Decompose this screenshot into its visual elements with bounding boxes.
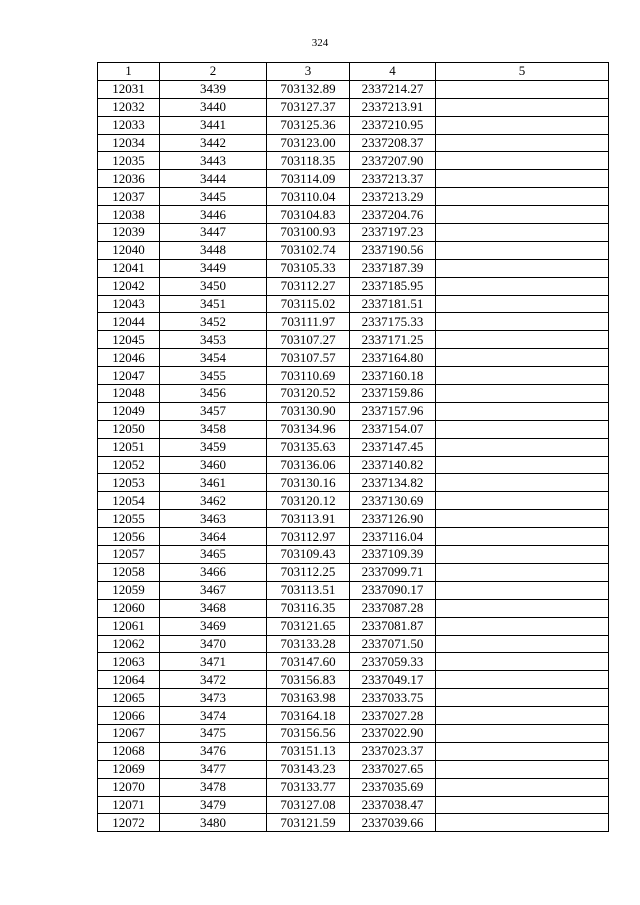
table-cell: 12045 <box>98 331 160 349</box>
table-row <box>98 456 609 474</box>
table-cell: 703110.69 <box>267 367 350 385</box>
table-row <box>98 546 609 564</box>
table-cell <box>436 152 609 170</box>
table-cell: 2337087.28 <box>350 599 436 617</box>
table-cell <box>436 456 609 474</box>
page-number: 324 <box>311 37 329 49</box>
table-cell: 2337081.87 <box>350 617 436 635</box>
table-cell: 2337213.37 <box>350 170 436 188</box>
table-cell <box>436 277 609 295</box>
table-row <box>98 349 609 367</box>
table-cell <box>436 707 609 725</box>
table-row <box>98 724 609 742</box>
table-row <box>98 528 609 546</box>
table-cell: 703116.35 <box>267 599 350 617</box>
table-cell: 3471 <box>160 653 267 671</box>
table-cell: 703110.04 <box>267 188 350 206</box>
table-cell: 703125.36 <box>267 116 350 134</box>
table-cell: 12051 <box>98 438 160 456</box>
table-cell <box>436 170 609 188</box>
table-cell: 3454 <box>160 349 267 367</box>
table-cell: 12044 <box>98 313 160 331</box>
table-cell: 3472 <box>160 671 267 689</box>
table-cell: 3464 <box>160 528 267 546</box>
table-row <box>98 367 609 385</box>
table-cell <box>436 492 609 510</box>
table-cell: 703115.02 <box>267 295 350 313</box>
table-cell: 3445 <box>160 188 267 206</box>
table-cell: 2337213.29 <box>350 188 436 206</box>
table-cell: 2337099.71 <box>350 563 436 581</box>
table-cell <box>436 367 609 385</box>
table-cell: 703156.83 <box>267 671 350 689</box>
table-cell: 3446 <box>160 206 267 224</box>
table-cell: 12070 <box>98 778 160 796</box>
table-row <box>98 778 609 796</box>
table-row <box>98 492 609 510</box>
table-cell: 2337134.82 <box>350 474 436 492</box>
table-cell: 703130.90 <box>267 402 350 420</box>
table-cell: 12068 <box>98 742 160 760</box>
table-cell: 12067 <box>98 724 160 742</box>
table-cell: 2337035.69 <box>350 778 436 796</box>
table-row <box>98 814 609 832</box>
table-cell: 12038 <box>98 206 160 224</box>
table-cell <box>436 671 609 689</box>
table-cell <box>436 724 609 742</box>
table-cell <box>436 134 609 152</box>
table-cell <box>436 295 609 313</box>
table-cell: 703135.63 <box>267 438 350 456</box>
column-header: 2 <box>160 63 267 81</box>
table-cell <box>436 116 609 134</box>
table-cell: 2337109.39 <box>350 546 436 564</box>
table-cell: 12036 <box>98 170 160 188</box>
column-header: 4 <box>350 63 436 81</box>
table-cell: 703112.97 <box>267 528 350 546</box>
table-cell: 703120.12 <box>267 492 350 510</box>
coordinates-table <box>97 62 609 832</box>
table-cell: 2337147.45 <box>350 438 436 456</box>
table-cell: 703147.60 <box>267 653 350 671</box>
table-cell <box>436 742 609 760</box>
table-cell: 12059 <box>98 581 160 599</box>
table-cell <box>436 814 609 832</box>
table-cell: 3448 <box>160 241 267 259</box>
table-cell: 2337190.56 <box>350 241 436 259</box>
header-row <box>98 63 609 81</box>
table-cell: 703109.43 <box>267 546 350 564</box>
table-cell: 12062 <box>98 635 160 653</box>
table-cell: 3477 <box>160 760 267 778</box>
table-row <box>98 134 609 152</box>
table-cell: 703112.27 <box>267 277 350 295</box>
table-cell: 2337126.90 <box>350 510 436 528</box>
table-cell: 2337027.28 <box>350 707 436 725</box>
table-cell: 703127.08 <box>267 796 350 814</box>
table-row <box>98 259 609 277</box>
table-cell: 2337207.90 <box>350 152 436 170</box>
table-cell: 3441 <box>160 116 267 134</box>
table-cell: 2337059.33 <box>350 653 436 671</box>
table-cell: 3473 <box>160 689 267 707</box>
table-row <box>98 760 609 778</box>
table-cell: 12063 <box>98 653 160 671</box>
table-cell: 703136.06 <box>267 456 350 474</box>
table-cell: 12033 <box>98 116 160 134</box>
table-cell <box>436 241 609 259</box>
table-cell: 2337116.04 <box>350 528 436 546</box>
table-cell: 703102.74 <box>267 241 350 259</box>
table-cell: 703121.59 <box>267 814 350 832</box>
table-cell: 2337049.17 <box>350 671 436 689</box>
table-cell: 2337208.37 <box>350 134 436 152</box>
table-cell: 703107.57 <box>267 349 350 367</box>
table-cell: 12056 <box>98 528 160 546</box>
table-cell <box>436 206 609 224</box>
table-cell: 703114.09 <box>267 170 350 188</box>
table-cell: 12072 <box>98 814 160 832</box>
table-cell: 12046 <box>98 349 160 367</box>
table-cell: 3442 <box>160 134 267 152</box>
table-cell: 12071 <box>98 796 160 814</box>
table-cell: 12034 <box>98 134 160 152</box>
table-cell <box>436 581 609 599</box>
table-cell: 2337154.07 <box>350 420 436 438</box>
table-row <box>98 742 609 760</box>
table-row <box>98 689 609 707</box>
table-cell: 703100.93 <box>267 224 350 242</box>
table-row <box>98 563 609 581</box>
table-cell: 3457 <box>160 402 267 420</box>
table-cell: 12057 <box>98 546 160 564</box>
table-row <box>98 188 609 206</box>
table-cell: 12032 <box>98 98 160 116</box>
table-cell: 12065 <box>98 689 160 707</box>
table-cell: 12066 <box>98 707 160 725</box>
table-cell: 703143.23 <box>267 760 350 778</box>
table-cell: 703118.35 <box>267 152 350 170</box>
table-cell <box>436 385 609 403</box>
table-cell: 2337160.18 <box>350 367 436 385</box>
table-cell: 3458 <box>160 420 267 438</box>
table-cell: 12042 <box>98 277 160 295</box>
table-cell: 703123.00 <box>267 134 350 152</box>
table-cell <box>436 635 609 653</box>
table-row <box>98 170 609 188</box>
table-cell: 3447 <box>160 224 267 242</box>
table-row <box>98 671 609 689</box>
table-row <box>98 241 609 259</box>
table-cell: 12060 <box>98 599 160 617</box>
table-cell: 3443 <box>160 152 267 170</box>
table-cell: 3461 <box>160 474 267 492</box>
table-cell: 12037 <box>98 188 160 206</box>
table-cell: 12031 <box>98 80 160 98</box>
table-cell: 12047 <box>98 367 160 385</box>
table-cell: 12064 <box>98 671 160 689</box>
table-cell: 3466 <box>160 563 267 581</box>
table-cell: 3449 <box>160 259 267 277</box>
table-cell: 703127.37 <box>267 98 350 116</box>
table-cell: 703133.77 <box>267 778 350 796</box>
table-cell: 12054 <box>98 492 160 510</box>
table-cell: 12048 <box>98 385 160 403</box>
table-cell: 703156.56 <box>267 724 350 742</box>
table-cell <box>436 796 609 814</box>
table-cell: 3440 <box>160 98 267 116</box>
table-cell: 3465 <box>160 546 267 564</box>
column-header: 3 <box>267 63 350 81</box>
table-cell: 12039 <box>98 224 160 242</box>
table-cell: 2337213.91 <box>350 98 436 116</box>
table-cell <box>436 617 609 635</box>
table-row <box>98 617 609 635</box>
table-cell: 3463 <box>160 510 267 528</box>
table-cell: 2337140.82 <box>350 456 436 474</box>
table-cell <box>436 528 609 546</box>
table-cell: 2337039.66 <box>350 814 436 832</box>
table-cell: 2337187.39 <box>350 259 436 277</box>
table-row <box>98 635 609 653</box>
column-header: 5 <box>436 63 609 81</box>
table-cell: 3479 <box>160 796 267 814</box>
table-cell: 703111.97 <box>267 313 350 331</box>
table-cell: 703120.52 <box>267 385 350 403</box>
table-cell: 3474 <box>160 707 267 725</box>
table-cell: 2337023.37 <box>350 742 436 760</box>
table-cell <box>436 599 609 617</box>
table-cell: 12035 <box>98 152 160 170</box>
table-cell: 703107.27 <box>267 331 350 349</box>
table-cell: 2337033.75 <box>350 689 436 707</box>
table-cell: 3451 <box>160 295 267 313</box>
table-cell: 3444 <box>160 170 267 188</box>
column-header: 1 <box>98 63 160 81</box>
table-cell: 12058 <box>98 563 160 581</box>
table-cell: 12050 <box>98 420 160 438</box>
table-row <box>98 581 609 599</box>
table-cell: 3467 <box>160 581 267 599</box>
table-row <box>98 438 609 456</box>
table-cell: 2337090.17 <box>350 581 436 599</box>
table-cell <box>436 474 609 492</box>
table-row <box>98 295 609 313</box>
table-cell: 3468 <box>160 599 267 617</box>
table-cell: 703163.98 <box>267 689 350 707</box>
table-cell: 12040 <box>98 241 160 259</box>
table-row <box>98 313 609 331</box>
table-cell: 703134.96 <box>267 420 350 438</box>
table-cell: 703130.16 <box>267 474 350 492</box>
table-cell <box>436 546 609 564</box>
table-cell: 12041 <box>98 259 160 277</box>
table-cell: 2337181.51 <box>350 295 436 313</box>
table-cell <box>436 778 609 796</box>
table-row <box>98 796 609 814</box>
table-cell: 703164.18 <box>267 707 350 725</box>
table-cell: 703133.28 <box>267 635 350 653</box>
table-cell: 2337130.69 <box>350 492 436 510</box>
table-row <box>98 653 609 671</box>
table-cell: 703132.89 <box>267 80 350 98</box>
table-cell: 703113.51 <box>267 581 350 599</box>
table-cell: 2337185.95 <box>350 277 436 295</box>
table-cell: 12043 <box>98 295 160 313</box>
table-cell <box>436 510 609 528</box>
table-cell <box>436 438 609 456</box>
table-cell: 12069 <box>98 760 160 778</box>
table-cell: 703105.33 <box>267 259 350 277</box>
table-cell <box>436 313 609 331</box>
table-row <box>98 331 609 349</box>
table-row <box>98 80 609 98</box>
table-cell <box>436 402 609 420</box>
table-cell: 3453 <box>160 331 267 349</box>
table-cell <box>436 224 609 242</box>
table-row <box>98 98 609 116</box>
table-row <box>98 206 609 224</box>
table-cell <box>436 760 609 778</box>
table-row <box>98 510 609 528</box>
table-cell: 3455 <box>160 367 267 385</box>
table-cell: 2337204.76 <box>350 206 436 224</box>
table-cell <box>436 563 609 581</box>
table-cell: 3439 <box>160 80 267 98</box>
table-cell <box>436 98 609 116</box>
table-cell <box>436 689 609 707</box>
table-cell: 3462 <box>160 492 267 510</box>
table-row <box>98 277 609 295</box>
table-cell: 3456 <box>160 385 267 403</box>
table-cell: 3460 <box>160 456 267 474</box>
table-row <box>98 420 609 438</box>
table-cell <box>436 420 609 438</box>
table-cell: 12052 <box>98 456 160 474</box>
table-cell: 2337210.95 <box>350 116 436 134</box>
table-cell: 2337197.23 <box>350 224 436 242</box>
table-row <box>98 224 609 242</box>
table-cell: 12053 <box>98 474 160 492</box>
table-cell: 703113.91 <box>267 510 350 528</box>
table-cell: 3459 <box>160 438 267 456</box>
table-cell: 703104.83 <box>267 206 350 224</box>
table-cell: 2337159.86 <box>350 385 436 403</box>
table-row <box>98 599 609 617</box>
table-row <box>98 707 609 725</box>
table-cell: 2337157.96 <box>350 402 436 420</box>
table-cell: 2337038.47 <box>350 796 436 814</box>
table-cell: 12049 <box>98 402 160 420</box>
table-cell: 703112.25 <box>267 563 350 581</box>
table-cell: 703121.65 <box>267 617 350 635</box>
table-cell <box>436 80 609 98</box>
table-body <box>98 80 609 831</box>
table-cell: 2337214.27 <box>350 80 436 98</box>
table-cell: 2337171.25 <box>350 331 436 349</box>
table-cell: 2337022.90 <box>350 724 436 742</box>
table-row <box>98 474 609 492</box>
table-cell: 2337175.33 <box>350 313 436 331</box>
table-cell: 3475 <box>160 724 267 742</box>
table-cell: 3469 <box>160 617 267 635</box>
table-cell <box>436 188 609 206</box>
table-cell: 3450 <box>160 277 267 295</box>
table-row <box>98 152 609 170</box>
table-cell <box>436 349 609 367</box>
table-cell: 12055 <box>98 510 160 528</box>
table-row <box>98 116 609 134</box>
table-cell <box>436 331 609 349</box>
table-cell: 3476 <box>160 742 267 760</box>
table-cell <box>436 259 609 277</box>
table-cell: 703151.13 <box>267 742 350 760</box>
table-cell: 3470 <box>160 635 267 653</box>
table-row <box>98 385 609 403</box>
table-cell <box>436 653 609 671</box>
table-cell: 2337164.80 <box>350 349 436 367</box>
table-cell: 3480 <box>160 814 267 832</box>
table-cell: 2337027.65 <box>350 760 436 778</box>
table-cell: 2337071.50 <box>350 635 436 653</box>
table-row <box>98 402 609 420</box>
table-cell: 12061 <box>98 617 160 635</box>
table-cell: 3452 <box>160 313 267 331</box>
table-cell: 3478 <box>160 778 267 796</box>
